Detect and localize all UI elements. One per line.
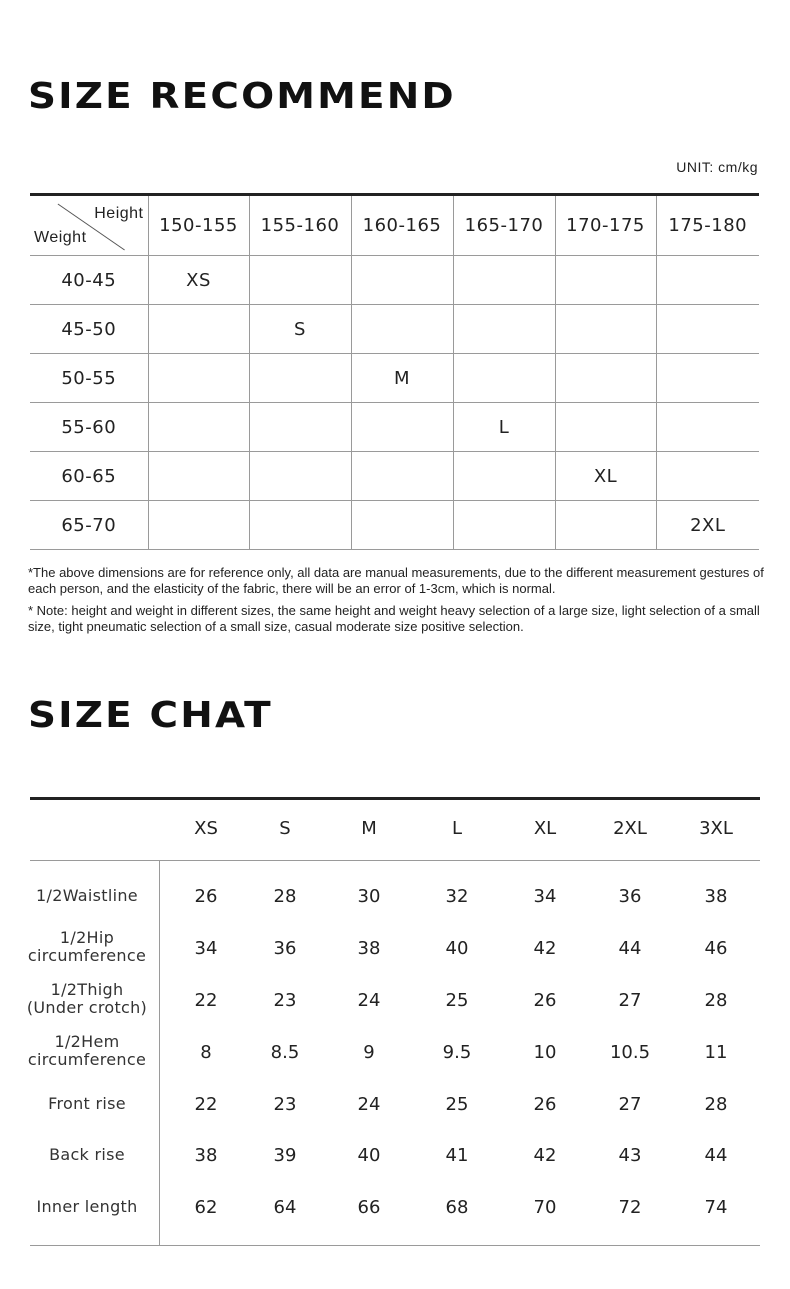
disclaimer-note: *The above dimensions are for reference only, all data are manual measurements, due to the different measurement gestures of each person, and the elasticity of the fabric, there will be an error of 1-3cm, which is normal. [28, 565, 764, 596]
measurement-value: 72 [618, 1197, 642, 1218]
size-cell [656, 452, 759, 501]
measurement-label-line: Inner length [36, 1197, 138, 1216]
measurement-value: 26 [194, 886, 218, 907]
measurement-label-line: Front rise [48, 1094, 126, 1113]
measurement-value: 39 [273, 1145, 297, 1166]
measurement-value: 38 [194, 1145, 218, 1166]
measurement-value: 40 [357, 1145, 381, 1166]
measurement-value: 27 [618, 1094, 642, 1115]
table-row [30, 256, 759, 305]
corner-weight-label: Weight [34, 229, 87, 246]
size-cell [148, 354, 249, 403]
corner-height-label: Height [94, 205, 144, 222]
weight-cell: 40-45 [30, 256, 148, 305]
weight-cell: 60-65 [30, 452, 148, 501]
size-cell [656, 305, 759, 354]
size-cell [148, 305, 249, 354]
weight-cell: 50-55 [30, 354, 148, 403]
measurement-value: 10 [533, 1042, 557, 1063]
measurement-value: 23 [273, 990, 297, 1011]
size-chart-title: SIZE CHAT [28, 695, 273, 736]
measurement-value: 22 [194, 1094, 218, 1115]
measurement-label [14, 1146, 160, 1164]
size-cell [555, 501, 656, 550]
size-cell: S [249, 305, 351, 354]
measurement-value: 11 [704, 1042, 728, 1063]
measurement-value: 8 [200, 1042, 212, 1063]
height-header: 155-160 [249, 195, 351, 256]
measurement-value: 26 [533, 1094, 557, 1115]
size-column-header: L [451, 818, 463, 839]
table-row [30, 452, 759, 501]
measurement-label [14, 1198, 160, 1216]
size-recommend-title: SIZE RECOMMEND [28, 76, 456, 117]
measurement-label [14, 1095, 160, 1113]
corner-cell [30, 195, 148, 256]
unit-label: UNIT: cm/kg [676, 159, 758, 175]
measurement-value: 23 [273, 1094, 297, 1115]
measurement-value: 27 [618, 990, 642, 1011]
chart-bottom-rule [30, 1245, 760, 1246]
measurement-value: 42 [533, 1145, 557, 1166]
measurement-value: 62 [194, 1197, 218, 1218]
size-cell [148, 403, 249, 452]
measurement-value: 28 [704, 1094, 728, 1115]
measurement-value: 8.5 [270, 1042, 300, 1063]
size-recommend-table [30, 193, 759, 550]
size-column-header: XS [194, 818, 218, 839]
measurement-label-line: (Under crotch) [26, 998, 148, 1017]
size-cell [249, 354, 351, 403]
measurement-value: 70 [533, 1197, 557, 1218]
measurement-label-line: 1/2Thigh [50, 980, 124, 999]
weight-cell: 65-70 [30, 501, 148, 550]
measurement-value: 40 [445, 938, 469, 959]
size-cell [148, 501, 249, 550]
size-column-header: XL [533, 818, 557, 839]
height-header: 165-170 [453, 195, 555, 256]
measurement-value: 38 [704, 886, 728, 907]
measurement-label [14, 1033, 160, 1069]
measurement-label [14, 887, 160, 905]
measurement-value: 66 [357, 1197, 381, 1218]
size-cell [453, 354, 555, 403]
size-cell [656, 354, 759, 403]
measurement-value: 36 [618, 886, 642, 907]
height-header: 150-155 [148, 195, 249, 256]
measurement-value: 9 [363, 1042, 375, 1063]
measurement-value: 44 [618, 938, 642, 959]
measurement-value: 22 [194, 990, 218, 1011]
size-cell [453, 305, 555, 354]
size-cell [453, 256, 555, 305]
measurement-label-line: Back rise [49, 1145, 125, 1164]
measurement-value: 43 [618, 1145, 642, 1166]
size-cell [351, 256, 453, 305]
size-column-header: 2XL [613, 818, 647, 839]
size-cell [351, 403, 453, 452]
chart-top-rule [30, 797, 760, 800]
measurement-value: 26 [533, 990, 557, 1011]
measurement-label-line: circumference [27, 946, 147, 965]
header-row [30, 195, 759, 256]
measurement-value: 28 [273, 886, 297, 907]
table-row [30, 305, 759, 354]
size-cell [249, 403, 351, 452]
size-cell [555, 354, 656, 403]
measurement-label-line: 1/2Hip [59, 928, 115, 947]
size-column-header: 3XL [699, 818, 733, 839]
size-cell [555, 403, 656, 452]
measurement-label-line: circumference [27, 1050, 147, 1069]
measurement-value: 44 [704, 1145, 728, 1166]
measurement-value: 42 [533, 938, 557, 959]
size-column-header: M [361, 818, 377, 839]
size-cell [453, 452, 555, 501]
measurement-value: 64 [273, 1197, 297, 1218]
table-row [30, 403, 759, 452]
size-cell: 2XL [656, 501, 759, 550]
measurement-label [14, 929, 160, 965]
measurement-value: 25 [445, 1094, 469, 1115]
measurement-value: 34 [533, 886, 557, 907]
measurement-value: 38 [357, 938, 381, 959]
table-row [30, 501, 759, 550]
measurement-value: 41 [445, 1145, 469, 1166]
size-cell [249, 256, 351, 305]
size-cell [555, 256, 656, 305]
measurement-label-line: 1/2Waistline [36, 886, 138, 905]
measurement-label [14, 981, 160, 1017]
height-header: 160-165 [351, 195, 453, 256]
size-cell [453, 501, 555, 550]
size-cell [351, 501, 453, 550]
size-cell [148, 452, 249, 501]
height-header: 175-180 [656, 195, 759, 256]
measurement-value: 9.5 [442, 1042, 472, 1063]
size-cell [656, 403, 759, 452]
size-column-header: S [279, 818, 291, 839]
size-cell [249, 501, 351, 550]
size-cell [555, 305, 656, 354]
measurement-value: 46 [704, 938, 728, 959]
measurement-value: 10.5 [609, 1042, 651, 1063]
table-row [30, 354, 759, 403]
selection-note: * Note: height and weight in different sizes, the same height and weight heavy selection of a large size, light selection of a small size, tight pneumatic selection of a small size, casual moderate size positive selection. [28, 603, 760, 634]
measurement-value: 25 [445, 990, 469, 1011]
measurement-value: 74 [704, 1197, 728, 1218]
measurement-value: 68 [445, 1197, 469, 1218]
size-cell: M [351, 354, 453, 403]
measurement-value: 32 [445, 886, 469, 907]
measurement-value: 36 [273, 938, 297, 959]
size-cell [351, 305, 453, 354]
measurement-value: 34 [194, 938, 218, 959]
chart-header-rule [30, 860, 760, 861]
size-cell [249, 452, 351, 501]
size-cell: XS [148, 256, 249, 305]
size-cell [351, 452, 453, 501]
weight-cell: 55-60 [30, 403, 148, 452]
measurement-value: 28 [704, 990, 728, 1011]
height-header: 170-175 [555, 195, 656, 256]
size-cell: L [453, 403, 555, 452]
measurement-label-line: 1/2Hem [54, 1032, 120, 1051]
measurement-value: 24 [357, 1094, 381, 1115]
measurement-value: 30 [357, 886, 381, 907]
measurement-value: 24 [357, 990, 381, 1011]
size-cell [656, 256, 759, 305]
weight-cell: 45-50 [30, 305, 148, 354]
size-cell: XL [555, 452, 656, 501]
